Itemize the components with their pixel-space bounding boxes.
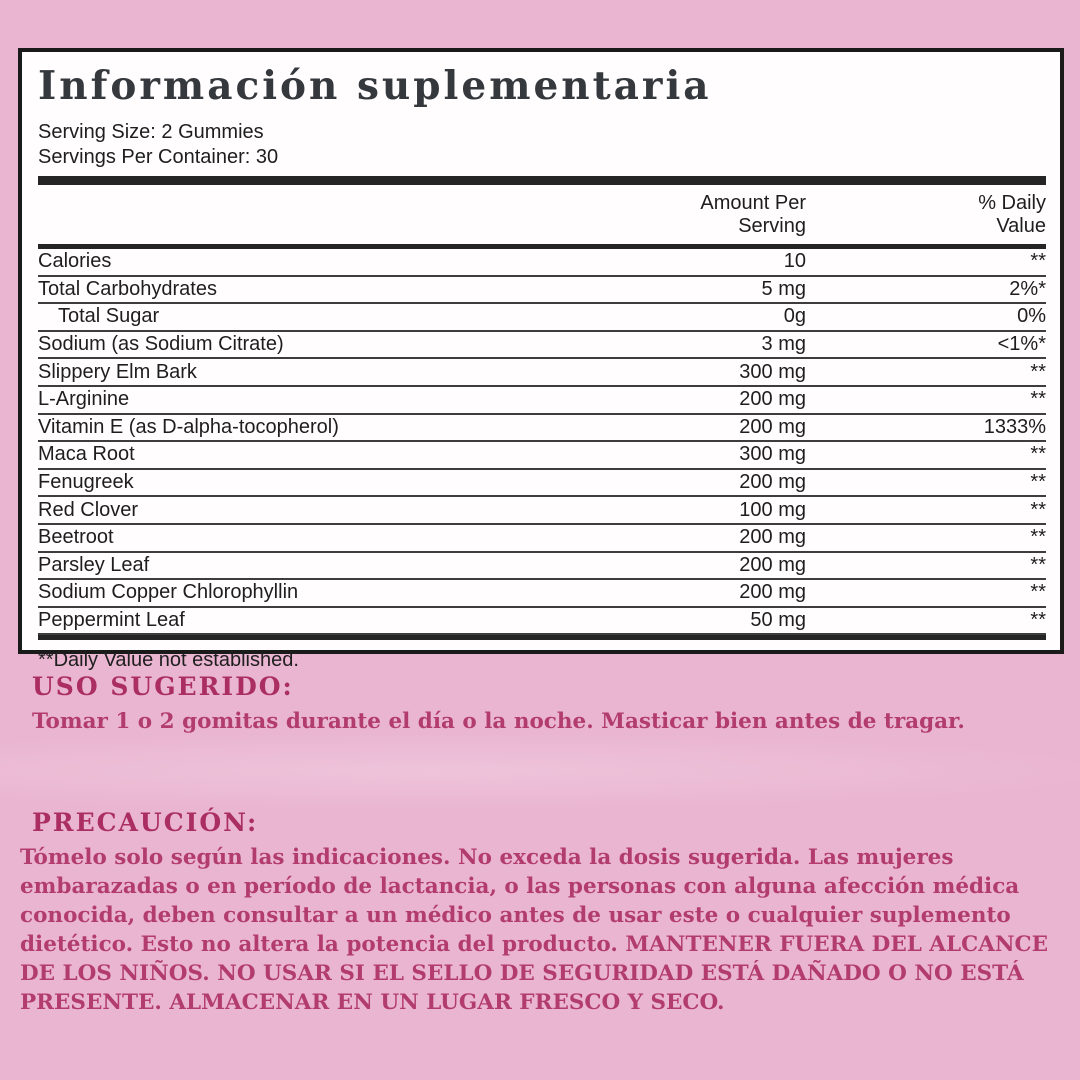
- table-row-l-arginine: [38, 387, 1046, 415]
- table-row-parsley-leaf: [38, 553, 1046, 581]
- table-row-slippery-elm-bark: [38, 359, 1046, 387]
- supplement-facts-panel: [18, 48, 1064, 672]
- servings-per-container: Servings Per Container: 30: [38, 146, 279, 168]
- panel-title: Información suplementaria: [38, 63, 712, 109]
- row-amount: 200 mg: [739, 388, 806, 411]
- row-amount: 200 mg: [739, 471, 806, 494]
- row-amount: 200 mg: [739, 526, 806, 549]
- row-amount: 10: [783, 250, 806, 273]
- table-row-maca-root: [38, 442, 1046, 470]
- suggested-use-heading: USO SUGERIDO:: [32, 672, 294, 701]
- row-daily: **: [1030, 443, 1046, 466]
- table-row-sodium: [38, 332, 1046, 360]
- table-header-row: [38, 185, 1046, 244]
- row-daily: **: [1030, 526, 1046, 549]
- header-amount-line2: Serving: [738, 215, 806, 237]
- faded-watermark-band: [0, 735, 1080, 807]
- row-name: Peppermint Leaf: [38, 609, 185, 632]
- table-row-peppermint-leaf: [38, 608, 1046, 636]
- row-amount: 0g: [783, 305, 806, 328]
- row-name: Beetroot: [38, 526, 114, 549]
- row-name: Total Sugar: [58, 305, 160, 328]
- caution-body: Tómelo solo según las indicaciones. No exceda la dosis sugerida. Las mujeres embarazadas o en período de lactancia, o las personas con alguna afección médica conocida, deben consultar a un médico antes de usar este o cualquier suplemento dietético. Esto no altera la potencia del producto. MANTENER FUERA DEL ALCANCE DE LOS NIÑOS. NO USAR SI EL SELLO DE SEGURIDAD ESTÁ DAÑADO O NO ESTÁ PRESENTE. ALMACENAR EN UN LUGAR FRESCO Y SECO.: [20, 845, 1049, 1015]
- row-name: Sodium (as Sodium Citrate): [38, 333, 284, 356]
- row-amount: 50 mg: [750, 609, 806, 632]
- row-amount: 200 mg: [739, 553, 806, 576]
- row-name: Fenugreek: [38, 471, 134, 494]
- row-amount: 200 mg: [739, 415, 806, 438]
- row-amount: 200 mg: [739, 581, 806, 604]
- table-row-sodium-copper-chlorophyllin: [38, 580, 1046, 608]
- row-daily: **: [1030, 360, 1046, 383]
- table-row-beetroot: [38, 525, 1046, 553]
- divider-thick-top: [38, 176, 1046, 185]
- caution-section: [20, 808, 1064, 1017]
- row-daily: **: [1030, 498, 1046, 521]
- row-daily: 1333%: [983, 415, 1046, 438]
- row-daily: **: [1030, 250, 1046, 273]
- row-daily: **: [1030, 581, 1046, 604]
- row-name: Parsley Leaf: [38, 553, 150, 576]
- header-daily-line2: Value: [996, 215, 1046, 237]
- row-daily: **: [1030, 553, 1046, 576]
- row-amount: 5 mg: [761, 277, 806, 300]
- caution-heading: PRECAUCIÓN:: [32, 808, 259, 837]
- table-row-calories: [38, 249, 1046, 277]
- row-daily: 0%: [1017, 305, 1046, 328]
- suggested-use-section: [32, 672, 1052, 736]
- header-daily-value: [806, 192, 1046, 238]
- table-row-total-carbohydrates: [38, 277, 1046, 305]
- row-daily: <1%*: [997, 333, 1046, 356]
- row-amount: 100 mg: [739, 498, 806, 521]
- table-row-fenugreek: [38, 470, 1046, 498]
- row-daily: **: [1030, 471, 1046, 494]
- row-name: Vitamin E (as D-alpha-tocopherol): [38, 415, 339, 438]
- row-name: Calories: [38, 250, 112, 273]
- row-amount: 300 mg: [739, 443, 806, 466]
- row-daily: 2%*: [1009, 277, 1046, 300]
- table-row-total-sugar: [38, 304, 1046, 332]
- daily-value-footnote: **Daily Value not established.: [38, 649, 299, 672]
- header-amount-line1: Amount Per: [700, 192, 806, 214]
- row-name: Sodium Copper Chlorophyllin: [38, 581, 299, 604]
- row-daily: **: [1030, 609, 1046, 632]
- header-amount-per-serving: [556, 192, 806, 238]
- table-row-red-clover: [38, 497, 1046, 525]
- row-name: L-Arginine: [38, 388, 130, 411]
- row-name: Slippery Elm Bark: [38, 360, 197, 383]
- suggested-use-body: Tomar 1 o 2 gomitas durante el día o la noche. Masticar bien antes de tragar.: [32, 709, 965, 734]
- header-spacer: [38, 192, 556, 238]
- row-name: Total Carbohydrates: [38, 277, 217, 300]
- row-daily: **: [1030, 388, 1046, 411]
- table-row-vitamin-e: [38, 415, 1046, 443]
- row-amount: 3 mg: [761, 333, 806, 356]
- row-amount: 300 mg: [739, 360, 806, 383]
- row-name: Red Clover: [38, 498, 139, 521]
- header-daily-line1: % Daily: [978, 192, 1046, 214]
- row-name: Maca Root: [38, 443, 135, 466]
- serving-size: Serving Size: 2 Gummies: [38, 121, 264, 143]
